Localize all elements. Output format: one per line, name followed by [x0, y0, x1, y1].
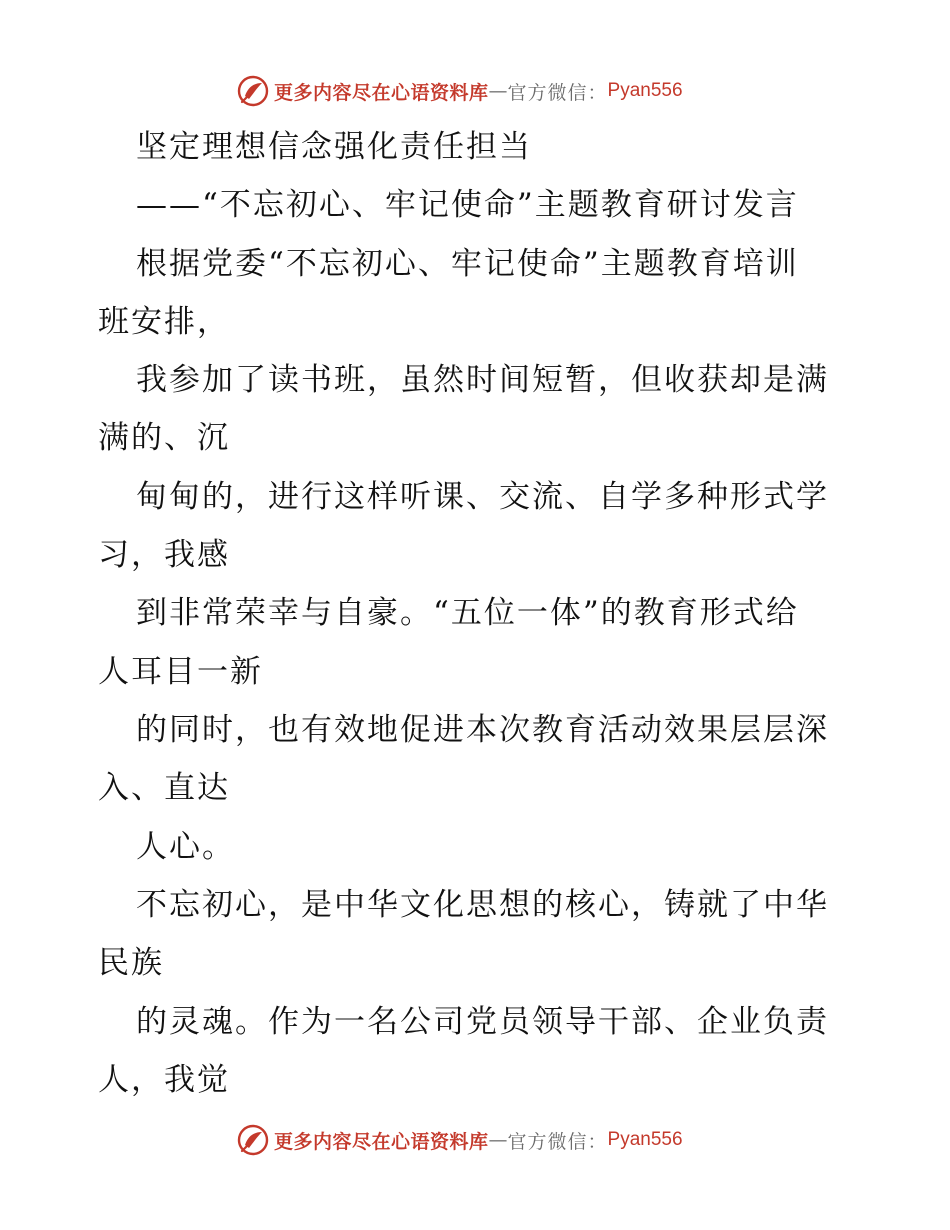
watermark-main-text: 更多内容尽在心语资料库 — [274, 1130, 489, 1153]
header-watermark-banner — [236, 74, 683, 108]
paragraph-line: 根据党委“不忘初心、牢记使命”主题教育培训 — [136, 246, 799, 282]
paragraph-line: 的同时，也有效地促进本次教育活动效果层层深 — [136, 712, 829, 748]
document-title: 坚定理想信念强化责任担当 — [136, 129, 532, 165]
paragraph-line: 民族 — [98, 945, 164, 981]
paragraph-line: 到非常荣幸与自豪。“五位一体”的教育形式给 — [136, 595, 799, 631]
paragraph-line: 人耳目一新 — [98, 654, 263, 690]
document-subtitle: ——“不忘初心、牢记使命”主题教育研讨发言 — [136, 187, 799, 223]
logo-icon — [236, 1123, 270, 1157]
watermark-id: Pyan556 — [607, 1129, 683, 1150]
paragraph-line: 人，我觉 — [98, 1062, 230, 1098]
paragraph-line: 满的、沉 — [98, 420, 230, 456]
paragraph-line: 的灵魂。作为一名公司党员领导干部、企业负责 — [136, 1004, 829, 1040]
watermark-dash: — — [488, 80, 508, 102]
watermark-main-text: 更多内容尽在心语资料库 — [274, 81, 489, 104]
footer-watermark-banner — [236, 1123, 683, 1157]
paragraph-line: 不忘初心，是中华文化思想的核心，铸就了中华 — [136, 887, 829, 923]
watermark-label: 官方微信： — [507, 81, 608, 104]
logo-icon — [236, 74, 270, 108]
paragraph-line: 班安排， — [98, 304, 230, 340]
watermark-label: 官方微信： — [507, 1130, 608, 1153]
paragraph-line: 我参加了读书班，虽然时间短暂，但收获却是满 — [136, 362, 829, 398]
paragraph-line: 甸甸的，进行这样听课、交流、自学多种形式学 — [136, 479, 829, 515]
watermark-dash: — — [488, 1129, 508, 1151]
paragraph-line: 入、直达 — [98, 770, 230, 806]
paragraph-line: 习，我感 — [98, 537, 230, 573]
paragraph-line: 人心。 — [136, 829, 235, 865]
watermark-id: Pyan556 — [607, 80, 683, 101]
